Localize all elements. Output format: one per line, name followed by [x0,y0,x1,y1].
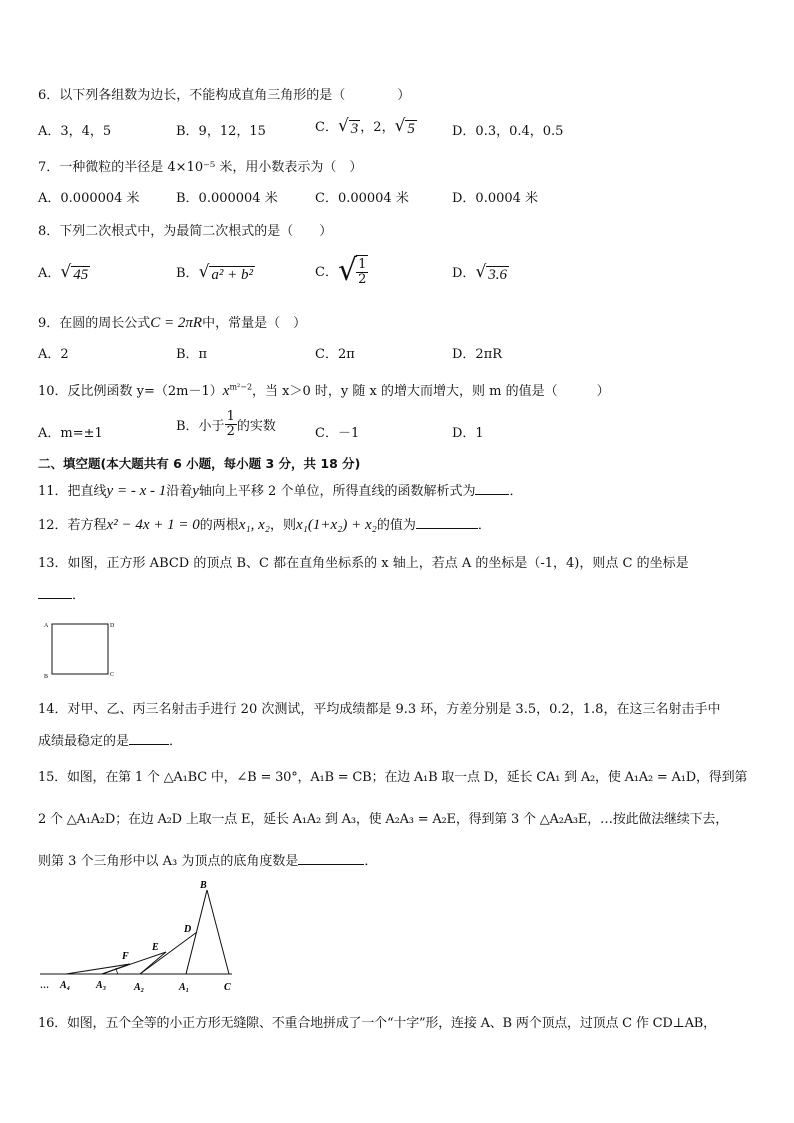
q7-option-d: D．0.0004 米 [452,191,539,206]
label-e: E [152,942,159,953]
label-c: C [224,982,231,993]
label-d: D [184,924,192,935]
q13-square-figure [40,618,130,680]
label-a4: A₄ [60,980,71,991]
label-f: F [122,951,129,962]
q6-option-c: C． √ 3 ，2， √ 5 [315,115,415,137]
answer-blank [38,586,72,599]
label-a: A [44,623,49,629]
q14-stem-line1: 14．对甲、乙、丙三名射击手进行 20 次测试，平均成绩都是 9.3 环，方差分别是 3.5，0.2，1.8，在这三名射击手中 [38,702,721,717]
q9-option-a: A．2 [38,347,69,362]
answer-blank [129,732,169,745]
answer-blank [298,852,364,865]
label-d: D [110,623,115,629]
label-dots: … [40,980,49,990]
label-a1: A₁ [179,982,190,993]
q15-stem-line3: 则第 3 个三角形中以 A₃ 为顶点的底角度数是 ． [38,854,378,869]
q15-triangle-figure [36,880,256,996]
q8-option-b: B． √ a² + b² [176,261,254,283]
answer-blank [416,516,478,529]
answer-blank [475,482,509,495]
label-a2: A₂ [134,982,145,993]
q9-option-c: C．2π [315,347,355,362]
q16-stem: 16．如图，五个全等的小正方形无缝隙、不重合地拼成了一个“十字”形，连接 A、B 两个顶点，过顶点 C 作 CD⊥AB， [38,1016,716,1031]
q14-stem-line2: 成绩最稳定的是 ． [38,734,183,749]
q7-option-c: C．0.00004 米 [315,191,409,206]
q9-stem: 9．在圆的周长公式C = 2πR中，常量是（ ） [38,315,307,331]
section-heading: 二、填空题(本大题共有 6 小题，每小题 3 分，共 18 分) [38,456,361,471]
q10-stem: 10．反比例函数 $y=(2m-1)x^{m^2-2}$，当 x＞0 时，y 随 x 的增大而增大，则 m 的值是（ ） [38,382,610,399]
q11-stem: 11．把直线y = - x - 1沿着y轴向上平移 2 个单位，所得直线的函数解析式为 ． [38,483,523,499]
square-abcd [52,624,108,674]
label-b: B [200,880,207,891]
q10-option-a: A．m=±1 [38,426,103,441]
q6-option-b: B．9，12，15 [176,124,266,139]
q6-stem: 6．以下列各组数为边长，不能构成直角三角形的是（ ） [38,88,411,103]
q8-stem: 8．下列二次根式中，为最简二次根式的是（ ） [38,224,333,239]
q8-option-d: D． √ 3.6 [452,261,508,283]
q9-option-b: B．π [176,347,208,362]
q8-option-c: C． √ $\frac{1}{2}$ [315,252,367,288]
label-a3: A₃ [96,980,107,991]
q7-stem: 7．一种微粒的半径是 4×10⁻⁵ 米，用小数表示为（ ） [38,160,363,175]
q10-option-c: C．－1 [315,426,360,441]
q7-option-b: B．0.000004 米 [176,191,278,206]
q10-option-b: B．小于 $\frac{1}{2}$ 的实数 [176,409,276,439]
label-c: C [110,672,115,678]
q9-option-d: D．2πR [452,347,503,362]
q6-option-d: D．0.3，0.4，0.5 [452,124,564,139]
q10-option-d: D．1 [452,426,484,441]
q7-option-a: A．0.000004 米 [38,191,140,206]
q13-blank-line: ． [38,584,85,603]
q12-stem: 12．若方程x² − 4x + 1 = 0的两根x₁, x₂，则x₁(1+x₂) + x₂的值为 ． [38,517,491,533]
q15-stem-line2: 2 个 △A₁A₂D；在边 A₂D 上取一点 E，延长 A₁A₂ 到 A₃，使 A₂A₃ = A₂E，得到第 3 个 △A₂A₃E，…按此做法继续下去， [38,812,728,827]
q15-stem-line1: 15．如图，在第 1 个 △A₁BC 中，∠B = 30°，A₁B = CB；在边 A₁B 取一点 D，延长 CA₁ 到 A₂，使 A₁A₂ = A₁D，得到第 [38,770,748,785]
q6-option-a: A．3，4，5 [38,124,112,139]
q13-stem: 13．如图，正方形 ABCD 的顶点 B、C 都在直角坐标系的 x 轴上，若点 A 的坐标是（-1，4)，则点 C 的坐标是 [38,556,689,571]
q8-option-a: A． √ 45 [38,261,89,283]
label-b: B [44,674,49,680]
